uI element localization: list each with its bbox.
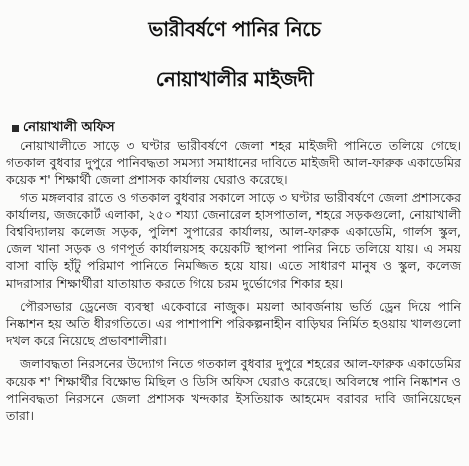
byline [12,119,115,137]
paragraph: পৌরসভার ড্রেনেজ ব্যবস্থা একেবারে নাজুক। ময়লা আবর্জনায় ভর্তি ড্রেন দিয়ে পানি নিষ্কাশন হয় অতি ধীরগতিতে। এর পাশাপাশি পরিকল্পনাহীন বাড়িঘর নির্মিত হওয়ায় খালগুলো দখল করে নিয়েছে প্রভাবশালীরা। [6,298,461,349]
headline [0,4,469,104]
headline-line-1: ভারীবর্ষণে পানির নিচে [148,17,321,41]
byline-text: নোয়াখালী অফিস [23,119,115,135]
paragraph: নোয়াখালীতে সাড়ে ৩ ঘণ্টার ভারীবর্ষণে জেলা শহর মাইজদী পানিতে তলিয়ে গেছে। গতকাল বুধবার দুপুরে পানিবদ্ধতা সমস্যা সমাধানের দাবিতে মাইজদী আল-ফারুক একাডেমির কয়েক শ' শিক্ষার্থী জেলা প্রশাসক কার্যালয় ঘেরাও করেছে। [6,138,461,188]
headline-line-2: নোয়াখালীর মাইজদী [155,67,314,91]
paragraph: জলাবদ্ধতা নিরসনের উদ্যোগ নিতে গতকাল বুধবার দুপুরে শহরের আল-ফারুক একাডেমির কয়েক শ' শিক্ষার্থীর বিক্ষোভ মিছিল ও ডিসি অফিস ঘেরাও করেছে। অবিলম্বে পানি নিষ্কাশন ও পানিবদ্ধতা নিরসনে জেলা প্রশাসক খন্দকার ইসতিয়াক আহমেদ বরাবর দাবি জানিয়েছেন তারা। [6,356,461,424]
article-body [6,137,461,424]
bullet-square-icon [12,125,19,132]
paragraph: গত মঙ্গলবার রাতে ও গতকাল বুধবার সকালে সাড়ে ৩ ঘণ্টার ভারীবর্ষণে জেলা প্রশাসকের কার্যালয়, জজকোর্ট এলাকা, ২৫০ শয্যা জেনারেল হাসপাতাল, শহরে সড়কগুলো, নোয়াখালী বিশ্ববিদ্যালয় কলেজ সড়ক, পুলিশ সুপারের কার্যালয়, আল-ফারুক একাডেমি, গার্লস স্কুল, জেল খানা সড়ক ও গণপূর্ত কার্যালয়সহ কয়েকটি স্থাপনা পানির নিচে তলিয়ে যায়। এ সময় বাসা বাড়ি হাঁটু পরিমাণ পানিতে নিমজ্জিত হয়ে যায়। এতে সাধারণ মানুষ ও স্কুল, কলেজ মাদরাসার শিক্ষার্থীরা যাতায়াত করতে গিয়ে চরম দুর্ভোগের শিকার হয়। [6,189,461,291]
